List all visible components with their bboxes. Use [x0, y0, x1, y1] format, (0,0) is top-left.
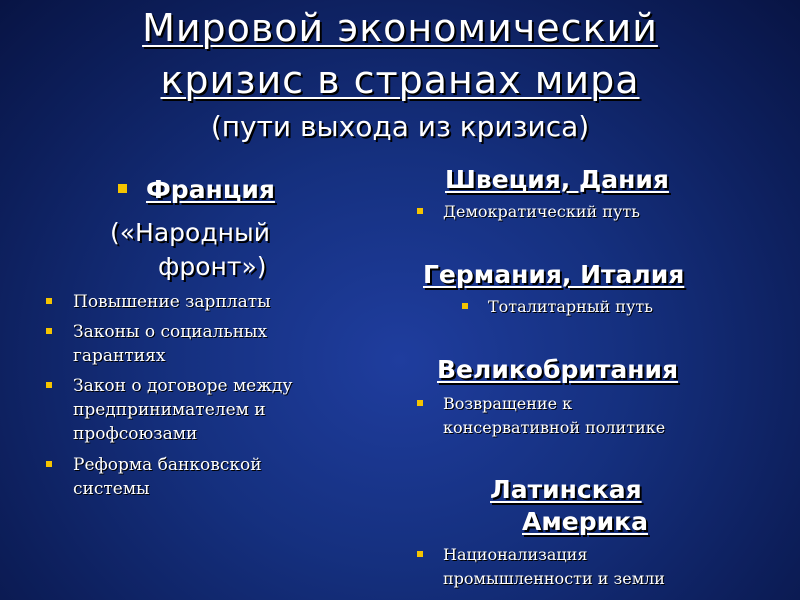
france-item-3: [73, 374, 383, 446]
great-britain-item-line-1: Возвращение к: [443, 394, 573, 413]
latin-america-item-line-2: промышленности и земли: [443, 569, 665, 588]
france-item-4: [73, 453, 373, 501]
country-latin-america-line-1: Латинская: [490, 475, 642, 504]
square-bullet-icon: [46, 328, 52, 334]
square-bullet-icon: [417, 208, 423, 214]
france-item-2-line-1: Законы о социальных: [73, 322, 268, 342]
france-item-2: [73, 320, 373, 368]
title-block: [0, 2, 800, 144]
square-bullet-icon: [462, 303, 468, 309]
sweden-denmark-item-text: Демократический путь: [443, 202, 640, 221]
france-item-1: [73, 290, 373, 314]
country-latin-america-line-2: Америка: [522, 507, 648, 536]
slide-subtitle: (пути выхода из кризиса): [210, 110, 590, 143]
germany-italy-item-text: Тоталитарный путь: [488, 297, 653, 316]
latin-america-item: [443, 543, 665, 591]
germany-italy-item: [488, 295, 653, 319]
france-item-4-line-2: системы: [73, 479, 150, 499]
france-item-3-line-1: Закон о договоре между: [73, 376, 293, 396]
country-france: Франция: [146, 175, 275, 204]
square-bullet-icon: [417, 551, 423, 557]
slide-title-line-2: кризис в странах мира: [160, 58, 640, 102]
latin-america-item-line-1: Национализация: [443, 545, 588, 564]
square-bullet-icon: [46, 298, 52, 304]
france-item-3-line-3: профсоюзами: [73, 424, 198, 444]
france-subtitle-line-2: фронт»): [158, 252, 267, 281]
slide-title-line-1: Мировой экономический: [142, 6, 658, 50]
square-bullet-icon: [46, 461, 52, 467]
sweden-denmark-item: [443, 200, 640, 224]
great-britain-item: [443, 392, 665, 440]
france-subtitle-line-1: («Народный: [110, 218, 270, 247]
france-subtitle: [110, 216, 330, 284]
square-bullet-icon: [46, 382, 52, 388]
country-germany-italy: Германия, Италия: [423, 260, 685, 289]
country-sweden-denmark: Швеция, Дания: [445, 165, 669, 194]
france-item-3-line-2: предпринимателем и: [73, 400, 266, 420]
country-great-britain: Великобритания: [437, 355, 679, 384]
great-britain-item-line-2: консервативной политике: [443, 418, 666, 437]
square-bullet-icon: [417, 400, 423, 406]
france-item-1-text: Повышение зарплаты: [73, 292, 271, 312]
france-item-2-line-2: гарантиях: [73, 346, 166, 366]
square-bullet-icon: [118, 184, 127, 193]
france-item-4-line-1: Реформа банковской: [73, 455, 262, 475]
